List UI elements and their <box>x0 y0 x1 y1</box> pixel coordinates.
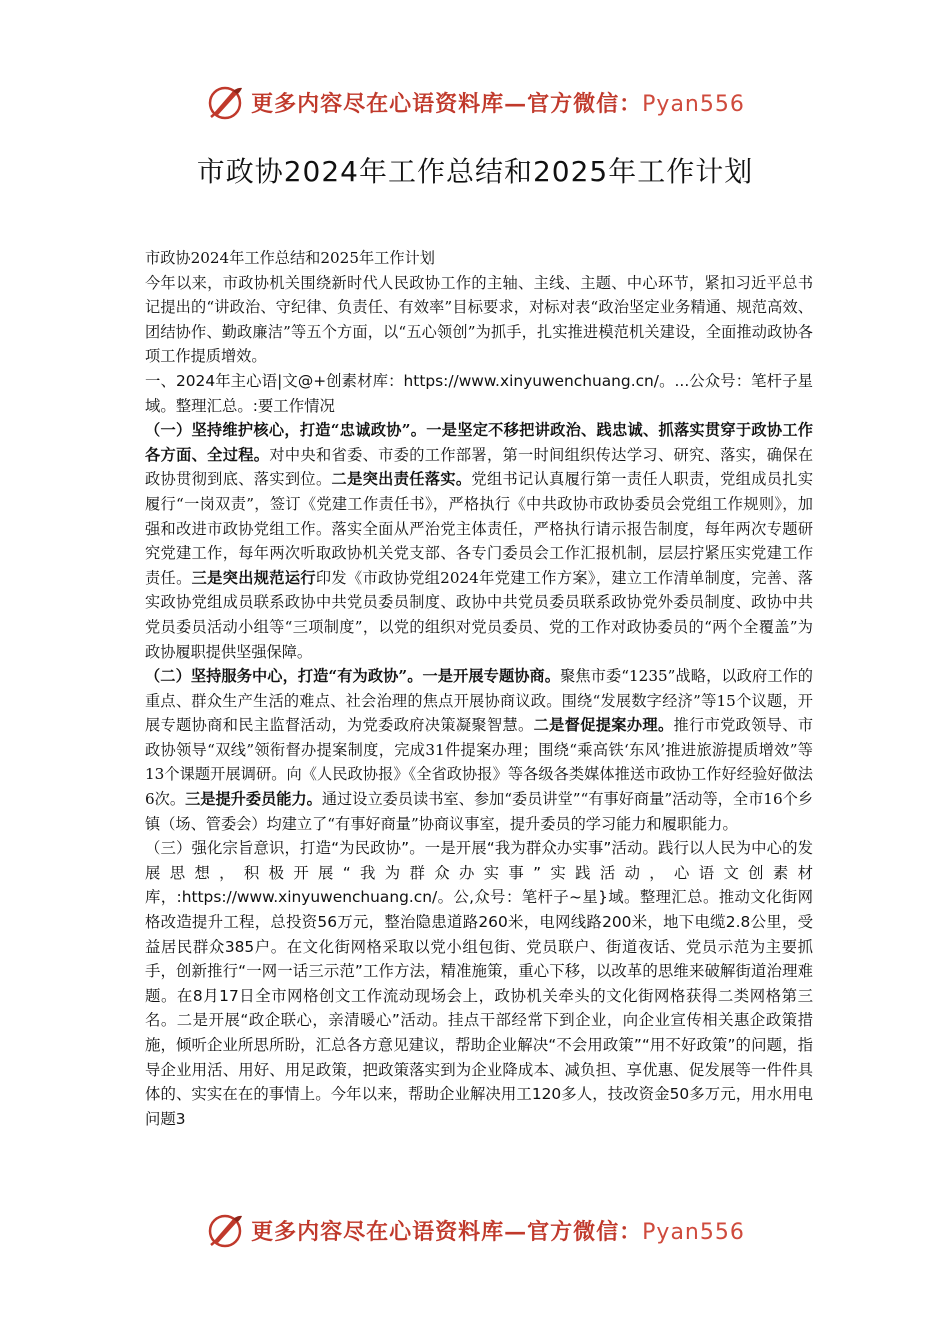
paragraph-loyal-cppcc: （一）坚持维护核心，打造“忠诚政协”。一是坚定不移把讲政治、践忠诚、抓落实贯穿于政协工作各方面、全过程。对中央和省委、市委的工作部署，第一时间组织传达学习、研究、落实，确保在政协贯彻到底、落实到位。二是突出责任落实。党组书记认真履行第一责任人职责，党组成员扎实履行“一岗双责”，签订《党建工作责任书》，严格执行《中共政协市政协委员会党组工作规则》，加强和改进市政协党组工作。落实全面从严治党主体责任，严格执行请示报告制度，每年两次专题研究党建工作，每年两次听取政协机关党支部、各专门委员会工作汇报机制，层层拧紧压实党建工作责任。三是突出规范运行印发《市政协党组2024年党建工作方案》，建立工作清单制度，完善、落实政协党组成员联系政协中共党员委员制度、政协中共党员委员联系政协党外委员制度、政协中共党员委员活动小组等“三项制度”，以党的组织对党员委员、党的工作对政协委员的“两个全覆盖”为政协履职提供坚强保障。 <box>145 421 814 661</box>
section-heading: 一、2024年主心语|文@+创素材库：https://www.xinyuwenchuang.cn/。...公众号：笔杆子星域。整理汇总。:要工作情况 <box>145 371 813 415</box>
watermark-text: 更多内容尽在心语资料库—官方微信：Pyan556 <box>251 1218 745 1245</box>
paragraph-effective-cppcc: （二）坚持服务中心，打造“有为政协”。一是开展专题协商。聚焦市委“1235”战略，以政府工作的重点、群众生产生活的难点、社会治理的焦点开展协商议政。围绕“发展数字经济”等15个议题，开展专题协商和民主监督活动，为党委政府决策凝聚智慧。二是督促提案办理。推行市党政领导、市政协领导“双线”领衔督办提案制度，完成31件提案办理；围绕“乘高铁‘东风’推进旅游提质增效”等13个课题开展调研。向《人民政协报》《全省政协报》等各级各类媒体推送市政协工作好经验好做法6次。三是提升委员能力。通过设立委员读书室、参加“委员讲堂”“有事好商量”活动等，全市16个乡镇（场、管委会）均建立了“有事好商量”协商议事室，提升委员的学习能力和履职能力。 <box>145 667 814 833</box>
watermark-header <box>0 80 950 124</box>
quill-logo-icon <box>205 82 245 122</box>
document-title: 市政协2024年工作总结和2025年工作计划 <box>196 155 754 188</box>
document-body <box>145 246 813 1131</box>
paragraph-lead: （二）坚持服务中心，打造“有为政协”。一是开展专题协商。 <box>145 667 561 686</box>
paragraph-people-cppcc: （三）强化宗旨意识，打造“为民政协”。一是开展“我为群众办实事”活动。践行以人民为中心的发展思想，积极开展“我为群众办实事”实践活动，心语文创素材库，:https://www.xinyuwenchuang.cn/。公,众号：笔杆子~星}域。整理汇总。推动文化街网格改造提升工程，总投资56万元，整治隐患道路260米，电网线路200米，地下电缆2.8公里，受益居民群众385户。在文化街网格采取以党小组包街、党员联户、街道夜话、党员示范为主要抓手，创新推行“一网一话三示范”工作方法，精准施策，重心下移，以改革的思维来破解街道治理难题。在8月17日全市网格创文工作流动现场会上，政协机关牵头的文化街网格获得二类网格第三名。二是开展“政企联心，亲清暖心”活动。挂点干部经常下到企业，向企业宣传相关惠企政策措施，倾听企业所思所盼，汇总各方意见建议，帮助企业解决“不会用政策”“用不好政策”的问题，指导企业用活、用好、用足政策，把政策落实到为企业降成本、减负担、享优惠、促发展等一件件具体的、实实在在的事情上。今年以来，帮助企业解决用工120多人，技改资金50多万元，用水用电问题3 <box>145 839 813 1128</box>
paragraph-lead: （一）坚持维护核心，打造“忠诚政协”。一是坚定不移把讲政治、践忠诚、抓落实贯穿于政协工作各方面、全过程。 <box>145 421 813 464</box>
quill-logo-icon <box>205 1210 245 1250</box>
watermark-text: 更多内容尽在心语资料库—官方微信：Pyan556 <box>251 90 745 117</box>
intro-paragraph: 今年以来，市政协机关围绕新时代人民政协工作的主轴、主线、主题、中心环节，紧扣习近平总书记提出的“讲政治、守纪律、负责任、有效率”目标要求，对标对表“政治坚定业务精通、规范高效、团结协作、勤政廉洁”等五个方面，以“五心领创”为抓手，扎实推进模范机关建设，全面推动政协各项工作提质增效。 <box>145 273 813 366</box>
document-subtitle: 市政协2024年工作总结和2025年工作计划 <box>145 249 435 267</box>
watermark-footer <box>0 1208 950 1252</box>
